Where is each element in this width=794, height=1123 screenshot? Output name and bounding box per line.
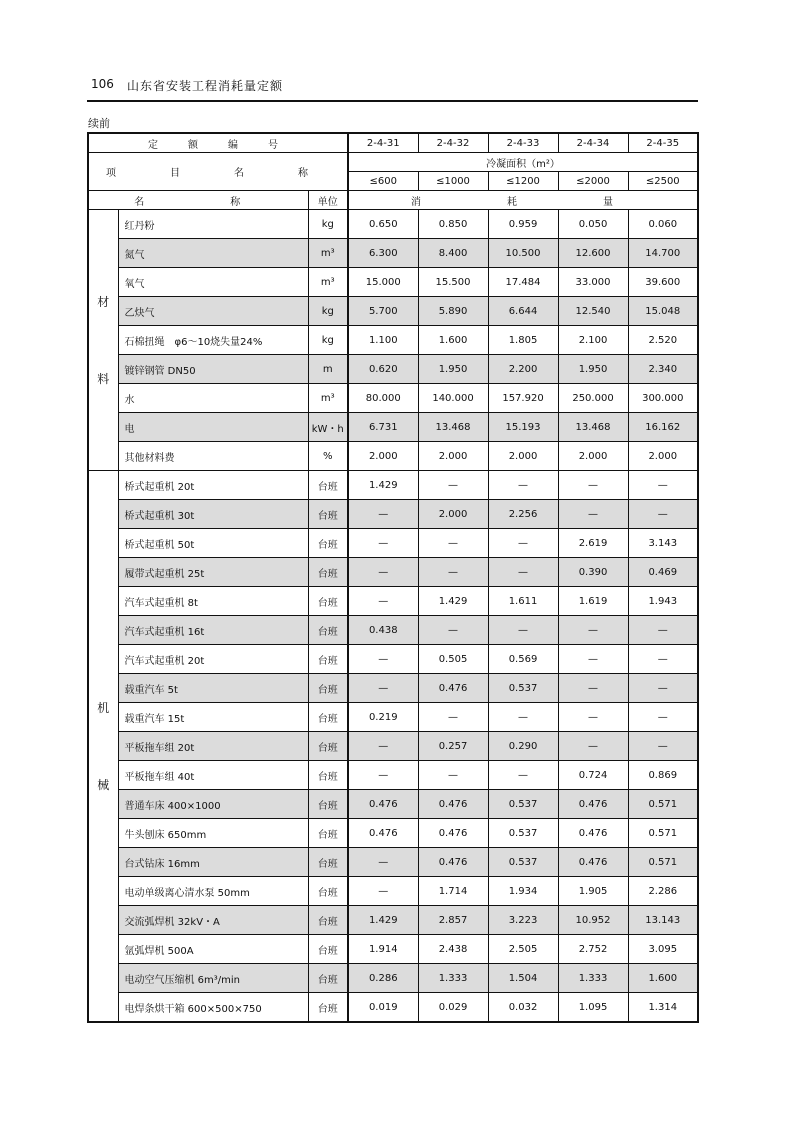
- consumption-value: 6.731: [348, 413, 418, 442]
- consumption-value: 0.060: [628, 210, 698, 239]
- consumption-value: —: [558, 471, 628, 500]
- consumption-value: —: [418, 558, 488, 587]
- machinery-row: [88, 993, 698, 1023]
- resource-name: 乙炔气: [118, 297, 308, 326]
- name-column-header: 名 称: [88, 191, 308, 210]
- resource-name: 镀锌钢管 DN50: [118, 355, 308, 384]
- quota-code: 2-4-35: [628, 133, 698, 153]
- consumption-value: 14.700: [628, 239, 698, 268]
- resource-name: 牛头刨床 650mm: [118, 819, 308, 848]
- consumption-value: 2.000: [418, 500, 488, 529]
- resource-name: 平板拖车组 20t: [118, 732, 308, 761]
- consumption-value: —: [628, 645, 698, 674]
- consumption-value: —: [348, 558, 418, 587]
- consumption-value: 1.611: [488, 587, 558, 616]
- consumption-value: 2.286: [628, 877, 698, 906]
- consumption-value: 1.950: [558, 355, 628, 384]
- consumption-value: 0.537: [488, 674, 558, 703]
- quota-code-row: [88, 133, 698, 153]
- consumption-value: 13.468: [418, 413, 488, 442]
- material-row: [88, 239, 698, 268]
- machinery-row: [88, 529, 698, 558]
- consumption-value: 0.476: [418, 674, 488, 703]
- consumption-header: 消 耗 量: [348, 191, 698, 210]
- consumption-value: 5.890: [418, 297, 488, 326]
- consumption-value: 2.000: [628, 442, 698, 471]
- resource-unit: 台班: [308, 877, 348, 906]
- param-value: ≤2500: [628, 172, 698, 191]
- quota-code: 2-4-32: [418, 133, 488, 153]
- consumption-value: 2.505: [488, 935, 558, 964]
- resource-unit: 台班: [308, 732, 348, 761]
- consumption-value: —: [628, 674, 698, 703]
- consumption-value: 2.200: [488, 355, 558, 384]
- material-row: [88, 326, 698, 355]
- consumption-value: 10.952: [558, 906, 628, 935]
- consumption-value: 0.571: [628, 790, 698, 819]
- resource-name: 氧气: [118, 268, 308, 297]
- resource-unit: 台班: [308, 529, 348, 558]
- machinery-row: [88, 964, 698, 993]
- consumption-value: 1.429: [348, 471, 418, 500]
- resource-unit: kg: [308, 297, 348, 326]
- resource-unit: 台班: [308, 500, 348, 529]
- param-value: ≤600: [348, 172, 418, 191]
- resource-unit: 台班: [308, 674, 348, 703]
- consumption-value: 1.943: [628, 587, 698, 616]
- resource-name: 汽车式起重机 8t: [118, 587, 308, 616]
- resource-unit: 台班: [308, 616, 348, 645]
- continued-label: 续前: [88, 117, 110, 130]
- machinery-row: [88, 645, 698, 674]
- consumption-value: 2.100: [558, 326, 628, 355]
- consumption-value: 1.950: [418, 355, 488, 384]
- resource-name: 氮气: [118, 239, 308, 268]
- resource-name: 电动空气压缩机 6m³/min: [118, 964, 308, 993]
- consumption-value: 10.500: [488, 239, 558, 268]
- resource-unit: m³: [308, 239, 348, 268]
- resource-name: 桥式起重机 30t: [118, 500, 308, 529]
- group-char: 材: [97, 295, 110, 309]
- consumption-value: 0.476: [418, 819, 488, 848]
- resource-name: 石棉扭绳 φ6～10烧失量24%: [118, 326, 308, 355]
- consumption-value: —: [488, 471, 558, 500]
- material-row: [88, 442, 698, 471]
- resource-unit: 台班: [308, 964, 348, 993]
- materials-group-label: [88, 210, 118, 471]
- consumption-value: —: [348, 587, 418, 616]
- resource-unit: kg: [308, 210, 348, 239]
- consumption-value: —: [418, 703, 488, 732]
- consumption-value: —: [348, 674, 418, 703]
- material-row: [88, 355, 698, 384]
- consumption-value: 0.019: [348, 993, 418, 1023]
- consumption-value: 0.390: [558, 558, 628, 587]
- consumption-value: —: [348, 877, 418, 906]
- resource-unit: 台班: [308, 993, 348, 1023]
- consumption-value: —: [418, 761, 488, 790]
- consumption-value: 1.333: [418, 964, 488, 993]
- consumption-value: —: [348, 732, 418, 761]
- consumption-value: 1.714: [418, 877, 488, 906]
- machinery-group-label: [88, 471, 118, 1023]
- consumption-value: 0.469: [628, 558, 698, 587]
- machinery-row: [88, 848, 698, 877]
- consumption-value: 8.400: [418, 239, 488, 268]
- param-label: 冷凝面积（m²）: [348, 153, 698, 172]
- consumption-value: 2.340: [628, 355, 698, 384]
- consumption-value: 15.000: [348, 268, 418, 297]
- item-name-label: 项 目 名 称: [88, 153, 348, 191]
- consumption-value: —: [418, 471, 488, 500]
- material-row: [88, 210, 698, 239]
- unit-column-header: 单位: [308, 191, 348, 210]
- consumption-value: 16.162: [628, 413, 698, 442]
- consumption-value: 12.540: [558, 297, 628, 326]
- consumption-value: —: [558, 500, 628, 529]
- consumption-value: 0.537: [488, 819, 558, 848]
- consumption-value: 1.905: [558, 877, 628, 906]
- consumption-value: 0.476: [558, 819, 628, 848]
- quota-code: 2-4-34: [558, 133, 628, 153]
- consumption-value: 1.333: [558, 964, 628, 993]
- param-value: ≤1200: [488, 172, 558, 191]
- consumption-value: 250.000: [558, 384, 628, 413]
- consumption-value: 0.029: [418, 993, 488, 1023]
- consumption-value: 300.000: [628, 384, 698, 413]
- resource-name: 桥式起重机 20t: [118, 471, 308, 500]
- resource-unit: 台班: [308, 703, 348, 732]
- param-value: ≤1000: [418, 172, 488, 191]
- consumption-value: 6.644: [488, 297, 558, 326]
- consumption-value: —: [488, 761, 558, 790]
- resource-name: 红丹粉: [118, 210, 308, 239]
- param-label-row: [88, 153, 698, 172]
- resource-unit: 台班: [308, 848, 348, 877]
- consumption-value: —: [418, 529, 488, 558]
- consumption-value: 1.429: [348, 906, 418, 935]
- resource-unit: 台班: [308, 935, 348, 964]
- consumption-value: 0.537: [488, 848, 558, 877]
- consumption-value: 1.504: [488, 964, 558, 993]
- consumption-value: 1.100: [348, 326, 418, 355]
- resource-unit: %: [308, 442, 348, 471]
- consumption-value: —: [628, 471, 698, 500]
- consumption-value: 3.095: [628, 935, 698, 964]
- consumption-value: 157.920: [488, 384, 558, 413]
- resource-unit: 台班: [308, 819, 348, 848]
- machinery-row: [88, 761, 698, 790]
- machinery-row: [88, 906, 698, 935]
- resource-unit: 台班: [308, 558, 348, 587]
- consumption-value: 2.619: [558, 529, 628, 558]
- consumption-value: —: [348, 761, 418, 790]
- resource-unit: 台班: [308, 906, 348, 935]
- resource-name: 电动单级离心清水泵 50mm: [118, 877, 308, 906]
- machinery-row: [88, 616, 698, 645]
- consumption-value: 2.000: [488, 442, 558, 471]
- consumption-value: 0.569: [488, 645, 558, 674]
- consumption-value: 0.476: [418, 848, 488, 877]
- page-number: 106: [91, 77, 114, 91]
- resource-name: 电焊条烘干箱 600×500×750: [118, 993, 308, 1023]
- consumption-value: 2.752: [558, 935, 628, 964]
- resource-name: 汽车式起重机 20t: [118, 645, 308, 674]
- consumption-value: —: [348, 500, 418, 529]
- quota-code-label: 定 额 编 号: [88, 133, 348, 153]
- consumption-value: —: [488, 558, 558, 587]
- machinery-row: [88, 471, 698, 500]
- resource-name: 氩弧焊机 500A: [118, 935, 308, 964]
- resource-name: 载重汽车 15t: [118, 703, 308, 732]
- consumption-value: 15.048: [628, 297, 698, 326]
- resource-unit: m³: [308, 384, 348, 413]
- consumption-value: 0.257: [418, 732, 488, 761]
- consumption-value: 33.000: [558, 268, 628, 297]
- consumption-value: 1.314: [628, 993, 698, 1023]
- consumption-value: —: [348, 529, 418, 558]
- resource-unit: 台班: [308, 645, 348, 674]
- consumption-value: 2.857: [418, 906, 488, 935]
- consumption-value: 1.619: [558, 587, 628, 616]
- resource-name: 台式钻床 16mm: [118, 848, 308, 877]
- consumption-value: 0.032: [488, 993, 558, 1023]
- consumption-value: 0.476: [418, 790, 488, 819]
- consumption-value: 15.500: [418, 268, 488, 297]
- consumption-value: —: [558, 674, 628, 703]
- resource-name: 载重汽车 5t: [118, 674, 308, 703]
- resource-unit: 台班: [308, 471, 348, 500]
- consumption-value: —: [628, 732, 698, 761]
- machinery-row: [88, 703, 698, 732]
- consumption-value: 3.143: [628, 529, 698, 558]
- consumption-value: 13.468: [558, 413, 628, 442]
- consumption-value: —: [628, 616, 698, 645]
- consumption-value: 1.600: [418, 326, 488, 355]
- consumption-value: 0.050: [558, 210, 628, 239]
- material-row: [88, 297, 698, 326]
- machinery-row: [88, 500, 698, 529]
- consumption-value: —: [558, 616, 628, 645]
- consumption-value: 3.223: [488, 906, 558, 935]
- consumption-value: 0.476: [348, 790, 418, 819]
- group-char: 料: [97, 372, 110, 386]
- machinery-row: [88, 732, 698, 761]
- consumption-value: 0.571: [628, 848, 698, 877]
- machinery-row: [88, 877, 698, 906]
- consumption-value: 15.193: [488, 413, 558, 442]
- resource-unit: m: [308, 355, 348, 384]
- resource-unit: m³: [308, 268, 348, 297]
- consumption-value: 0.537: [488, 790, 558, 819]
- consumption-value: 0.724: [558, 761, 628, 790]
- consumption-value: 39.600: [628, 268, 698, 297]
- consumption-value: —: [488, 616, 558, 645]
- book-title: 山东省安装工程消耗量定额: [127, 79, 284, 93]
- machinery-row: [88, 790, 698, 819]
- consumption-value: 6.300: [348, 239, 418, 268]
- consumption-value: 2.256: [488, 500, 558, 529]
- page-header: [87, 72, 698, 102]
- consumption-value: 2.438: [418, 935, 488, 964]
- consumption-value: —: [558, 645, 628, 674]
- consumption-value: 0.850: [418, 210, 488, 239]
- consumption-value: 2.000: [558, 442, 628, 471]
- resource-unit: 台班: [308, 761, 348, 790]
- consumption-value: 0.286: [348, 964, 418, 993]
- consumption-value: —: [628, 500, 698, 529]
- consumption-value: 0.219: [348, 703, 418, 732]
- quota-code: 2-4-33: [488, 133, 558, 153]
- consumption-value: 1.095: [558, 993, 628, 1023]
- param-value: ≤2000: [558, 172, 628, 191]
- consumption-value: —: [628, 703, 698, 732]
- consumption-value: 0.290: [488, 732, 558, 761]
- material-row: [88, 384, 698, 413]
- machinery-row: [88, 587, 698, 616]
- machinery-row: [88, 558, 698, 587]
- resource-unit: 台班: [308, 790, 348, 819]
- resource-name: 其他材料费: [118, 442, 308, 471]
- resource-name: 水: [118, 384, 308, 413]
- consumption-value: 0.438: [348, 616, 418, 645]
- consumption-value: 1.934: [488, 877, 558, 906]
- consumption-value: —: [418, 616, 488, 645]
- consumption-value: —: [488, 703, 558, 732]
- resource-name: 电: [118, 413, 308, 442]
- resource-name: 平板拖车组 40t: [118, 761, 308, 790]
- material-row: [88, 413, 698, 442]
- consumption-value: 0.476: [558, 848, 628, 877]
- quota-code: 2-4-31: [348, 133, 418, 153]
- resource-unit: kg: [308, 326, 348, 355]
- consumption-value: 1.429: [418, 587, 488, 616]
- resource-name: 桥式起重机 50t: [118, 529, 308, 558]
- consumption-value: 1.914: [348, 935, 418, 964]
- machinery-row: [88, 674, 698, 703]
- consumption-value: 80.000: [348, 384, 418, 413]
- consumption-value: 0.650: [348, 210, 418, 239]
- consumption-value: —: [488, 529, 558, 558]
- consumption-value: —: [348, 645, 418, 674]
- consumption-value: 0.505: [418, 645, 488, 674]
- resource-unit: 台班: [308, 587, 348, 616]
- consumption-value: 0.476: [348, 819, 418, 848]
- consumption-value: 0.869: [628, 761, 698, 790]
- machinery-row: [88, 819, 698, 848]
- consumption-value: 13.143: [628, 906, 698, 935]
- consumption-value: —: [558, 732, 628, 761]
- consumption-value: 0.959: [488, 210, 558, 239]
- machinery-row: [88, 935, 698, 964]
- consumption-value: 2.000: [418, 442, 488, 471]
- consumption-value: 2.520: [628, 326, 698, 355]
- consumption-value: 0.571: [628, 819, 698, 848]
- consumption-value: 17.484: [488, 268, 558, 297]
- material-row: [88, 268, 698, 297]
- consumption-value: —: [348, 848, 418, 877]
- group-char: 械: [97, 778, 110, 792]
- consumption-value: 140.000: [418, 384, 488, 413]
- consumption-value: 0.620: [348, 355, 418, 384]
- consumption-value: 1.600: [628, 964, 698, 993]
- column-header-row: [88, 191, 698, 210]
- consumption-value: 12.600: [558, 239, 628, 268]
- quota-table: [87, 132, 699, 1023]
- consumption-value: 5.700: [348, 297, 418, 326]
- resource-name: 履带式起重机 25t: [118, 558, 308, 587]
- resource-name: 交流弧焊机 32kV・A: [118, 906, 308, 935]
- consumption-value: —: [558, 703, 628, 732]
- resource-unit: kW・h: [308, 413, 348, 442]
- group-char: 机: [97, 701, 110, 715]
- consumption-value: 0.476: [558, 790, 628, 819]
- consumption-value: 2.000: [348, 442, 418, 471]
- consumption-value: 1.805: [488, 326, 558, 355]
- resource-name: 普通车床 400×1000: [118, 790, 308, 819]
- resource-name: 汽车式起重机 16t: [118, 616, 308, 645]
